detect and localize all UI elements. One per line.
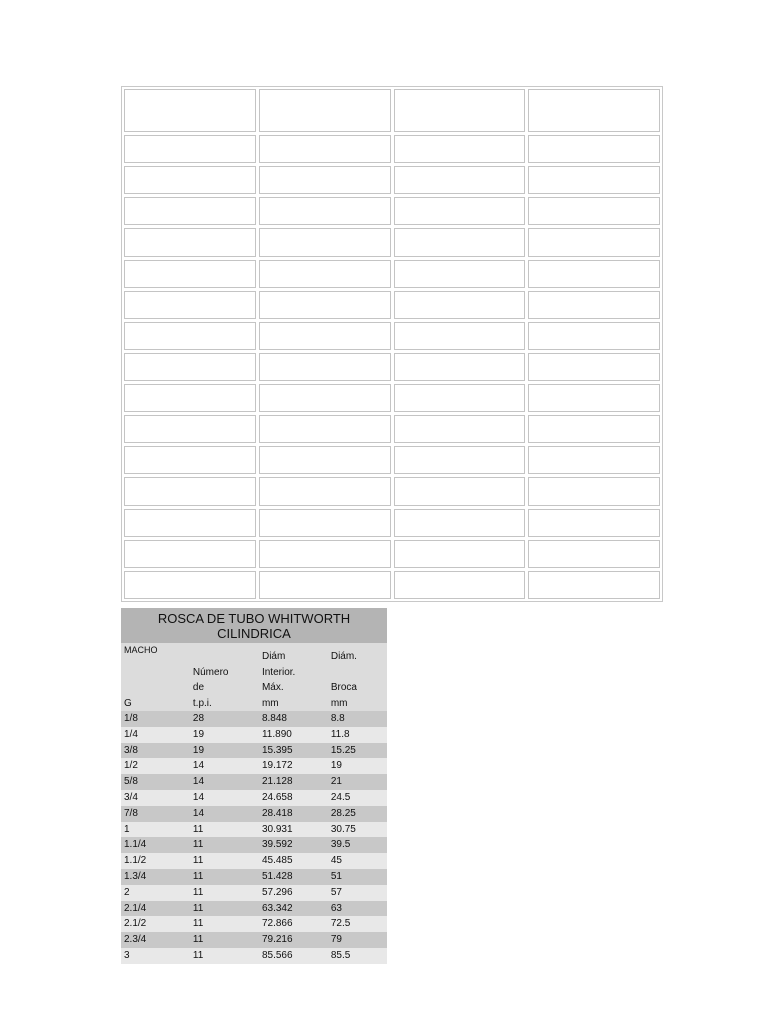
- table-row: [121, 948, 387, 964]
- empty-grid-cell: [259, 509, 391, 537]
- empty-grid-cell: [394, 166, 526, 194]
- table-cell: 2.1/2: [121, 916, 190, 932]
- empty-grid-cell: [259, 89, 391, 132]
- header-numero: Número de t.p.i.: [192, 666, 229, 709]
- empty-grid-cell: [394, 540, 526, 568]
- empty-grid-cell: [394, 135, 526, 163]
- empty-grid-table: [121, 86, 663, 602]
- table-cell: 14: [190, 806, 259, 822]
- empty-grid-cell: [124, 135, 256, 163]
- table-row: [121, 711, 387, 727]
- empty-grid-cell: [124, 197, 256, 225]
- table-cell: 14: [190, 790, 259, 806]
- table-cell: 11: [190, 853, 259, 869]
- table-cell: 21.128: [259, 774, 328, 790]
- header-row: [121, 643, 387, 711]
- empty-grid-cell: [394, 89, 526, 132]
- empty-grid-cell: [394, 228, 526, 256]
- table-row: [121, 932, 387, 948]
- empty-grid-cell: [259, 197, 391, 225]
- empty-grid-cell: [528, 291, 660, 319]
- table-cell: 11: [190, 932, 259, 948]
- empty-grid-cell: [528, 446, 660, 474]
- table-cell: 51.428: [259, 869, 328, 885]
- table-cell: 3/4: [121, 790, 190, 806]
- empty-grid-cell: [124, 353, 256, 381]
- table-cell: 1.1/2: [121, 853, 190, 869]
- table-row: [121, 727, 387, 743]
- empty-grid-cell: [259, 166, 391, 194]
- table-cell: 1/4: [121, 727, 190, 743]
- empty-grid-cell: [259, 260, 391, 288]
- table-cell: 11: [190, 869, 259, 885]
- empty-grid-cell: [528, 197, 660, 225]
- table-cell: 8.8: [328, 711, 387, 727]
- table-cell: 28.25: [328, 806, 387, 822]
- empty-grid-cell: [394, 260, 526, 288]
- table-cell: 11: [190, 948, 259, 964]
- table-cell: 11: [190, 901, 259, 917]
- empty-grid-cell: [394, 322, 526, 350]
- table-cell: 15.25: [328, 743, 387, 759]
- empty-grid-cell: [528, 477, 660, 505]
- table-cell: 63.342: [259, 901, 328, 917]
- empty-grid-cell: [124, 89, 256, 132]
- empty-grid-cell: [528, 260, 660, 288]
- empty-grid-cell: [124, 260, 256, 288]
- table-cell: 85.5: [328, 948, 387, 964]
- table-cell: 14: [190, 758, 259, 774]
- table-cell: 63: [328, 901, 387, 917]
- table-cell: 3/8: [121, 743, 190, 759]
- table-cell: 51: [328, 869, 387, 885]
- table-cell: 11: [190, 822, 259, 838]
- table-cell: 2: [121, 885, 190, 901]
- table-cell: 30.931: [259, 822, 328, 838]
- empty-grid-cell: [394, 509, 526, 537]
- empty-grid-cell: [394, 446, 526, 474]
- empty-grid-cell: [394, 353, 526, 381]
- table-cell: 72.866: [259, 916, 328, 932]
- header-g: G: [124, 697, 132, 709]
- table-row: [121, 774, 387, 790]
- table-cell: 11: [190, 885, 259, 901]
- empty-grid-cell: [124, 322, 256, 350]
- table-cell: 24.5: [328, 790, 387, 806]
- empty-grid-cell: [259, 353, 391, 381]
- whitworth-thread-table: [121, 608, 387, 964]
- table-cell: 57: [328, 885, 387, 901]
- empty-grid-cell: [528, 571, 660, 599]
- table-cell: 19: [190, 743, 259, 759]
- table-cell: 45: [328, 853, 387, 869]
- table-cell: 21: [328, 774, 387, 790]
- header-macho: MACHO: [124, 645, 158, 655]
- empty-grid-cell: [259, 135, 391, 163]
- empty-grid-cell: [394, 571, 526, 599]
- empty-grid-cell: [124, 571, 256, 599]
- table-cell: 1: [121, 822, 190, 838]
- empty-grid-cell: [394, 384, 526, 412]
- table-cell: 1.1/4: [121, 837, 190, 853]
- table-cell: 19.172: [259, 758, 328, 774]
- table-cell: 11: [190, 837, 259, 853]
- table-cell: 19: [328, 758, 387, 774]
- table-cell: 5/8: [121, 774, 190, 790]
- table-cell: 7/8: [121, 806, 190, 822]
- empty-grid-cell: [124, 228, 256, 256]
- empty-grid-cell: [124, 384, 256, 412]
- empty-grid-cell: [124, 509, 256, 537]
- header-diam-broca: Diám. Broca mm: [330, 651, 357, 709]
- empty-grid-cell: [528, 353, 660, 381]
- empty-grid-cell: [394, 197, 526, 225]
- table-row: [121, 853, 387, 869]
- empty-grid-cell: [259, 228, 391, 256]
- empty-grid-cell: [259, 291, 391, 319]
- table-cell: 28.418: [259, 806, 328, 822]
- table-cell: 79.216: [259, 932, 328, 948]
- table-cell: 30.75: [328, 822, 387, 838]
- empty-grid-cell: [259, 540, 391, 568]
- empty-grid-cell: [394, 291, 526, 319]
- empty-grid-cell: [259, 446, 391, 474]
- empty-grid-cell: [528, 509, 660, 537]
- empty-grid-cell: [259, 322, 391, 350]
- empty-grid-cell: [124, 166, 256, 194]
- empty-grid-cell: [528, 166, 660, 194]
- empty-grid-cell: [394, 477, 526, 505]
- table-cell: 1/2: [121, 758, 190, 774]
- table-cell: 79: [328, 932, 387, 948]
- table-cell: 11.8: [328, 727, 387, 743]
- empty-grid-cell: [528, 228, 660, 256]
- empty-grid-cell: [259, 415, 391, 443]
- empty-grid-cell: [528, 89, 660, 132]
- empty-grid-cell: [259, 571, 391, 599]
- table-cell: 11.890: [259, 727, 328, 743]
- table-row: [121, 916, 387, 932]
- table-row: [121, 743, 387, 759]
- table-row: [121, 885, 387, 901]
- empty-grid-cell: [394, 415, 526, 443]
- empty-grid-cell: [124, 540, 256, 568]
- table-cell: 19: [190, 727, 259, 743]
- table-cell: 85.566: [259, 948, 328, 964]
- table-cell: 72.5: [328, 916, 387, 932]
- empty-grid-cell: [124, 477, 256, 505]
- table-cell: 15.395: [259, 743, 328, 759]
- empty-grid-cell: [259, 477, 391, 505]
- table-row: [121, 758, 387, 774]
- table-cell: 2.1/4: [121, 901, 190, 917]
- empty-grid-cell: [528, 415, 660, 443]
- table-cell: 28: [190, 711, 259, 727]
- empty-grid-cell: [124, 291, 256, 319]
- empty-grid-cell: [528, 322, 660, 350]
- table-cell: 2.3/4: [121, 932, 190, 948]
- table-cell: 11: [190, 916, 259, 932]
- table-cell: 45.485: [259, 853, 328, 869]
- table-row: [121, 790, 387, 806]
- table-cell: 1.3/4: [121, 869, 190, 885]
- empty-grid-cell: [528, 135, 660, 163]
- table-cell: 39.5: [328, 837, 387, 853]
- table-row: [121, 837, 387, 853]
- table-cell: 1/8: [121, 711, 190, 727]
- table-row: [121, 869, 387, 885]
- empty-grid-cell: [528, 540, 660, 568]
- table-row: [121, 901, 387, 917]
- table-row: [121, 822, 387, 838]
- table-cell: 24.658: [259, 790, 328, 806]
- table-cell: 3: [121, 948, 190, 964]
- empty-grid-cell: [124, 446, 256, 474]
- table-cell: 8.848: [259, 711, 328, 727]
- empty-grid-cell: [124, 415, 256, 443]
- empty-grid-cell: [528, 384, 660, 412]
- table-cell: 14: [190, 774, 259, 790]
- table-cell: 39.592: [259, 837, 328, 853]
- table-row: [121, 806, 387, 822]
- header-diam-interior: Diám Interior. Máx. mm: [261, 651, 296, 709]
- table-title: ROSCA DE TUBO WHITWORTH CILINDRICA: [121, 608, 387, 643]
- table-cell: 57.296: [259, 885, 328, 901]
- empty-grid-cell: [259, 384, 391, 412]
